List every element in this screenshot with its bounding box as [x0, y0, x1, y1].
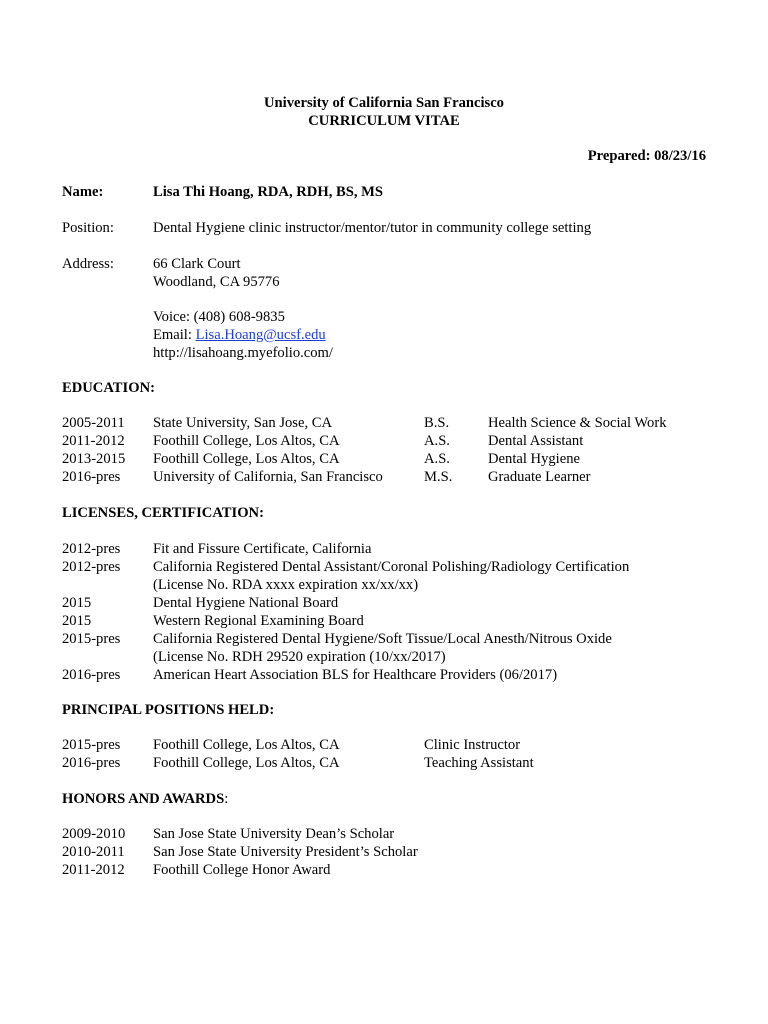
institution-title: University of California San Francisco — [264, 95, 504, 111]
position-place: Foothill College, Los Altos, CA — [153, 755, 340, 771]
license-years: 2012-pres — [62, 559, 121, 575]
education-years: 2005-2011 — [62, 415, 125, 431]
list-row — [0, 414, 768, 432]
address-row-2 — [0, 273, 768, 291]
address-row — [0, 255, 768, 273]
honor-years: 2009-2010 — [62, 826, 126, 842]
voice-row — [0, 308, 768, 326]
prepared-date: Prepared: 08/23/16 — [587, 148, 706, 164]
website-url[interactable]: http://lisahoang.myefolio.com/ — [153, 345, 333, 361]
list-row — [0, 843, 768, 861]
list-row — [0, 666, 768, 684]
email-row — [0, 326, 768, 344]
address-label: Address: — [62, 256, 114, 272]
voice-phone: Voice: (408) 608-9835 — [153, 309, 285, 325]
license-years: 2012-pres — [62, 541, 121, 557]
education-years: 2011-2012 — [62, 433, 125, 449]
education-school: Foothill College, Los Altos, CA — [153, 433, 340, 449]
positions-heading: PRINCIPAL POSITIONS HELD: — [62, 702, 275, 718]
position-place: Foothill College, Los Altos, CA — [153, 737, 340, 753]
education-school: State University, San Jose, CA — [153, 415, 333, 431]
license-years: 2016-pres — [62, 667, 121, 683]
list-row — [0, 468, 768, 486]
position-row — [0, 219, 768, 237]
position-role: Clinic Instructor — [424, 737, 521, 753]
license-text: (License No. RDA xxxx expiration xx/xx/xx) — [153, 577, 419, 593]
list-row — [0, 432, 768, 450]
address-line1: 66 Clark Court — [153, 256, 241, 272]
address-line2: Woodland, CA 95776 — [153, 274, 280, 290]
website-row — [0, 344, 768, 362]
education-field: Dental Hygiene — [488, 451, 580, 467]
license-years: 2015-pres — [62, 631, 121, 647]
license-text: (License No. RDH 29520 expiration (10/xx/2017) — [153, 649, 446, 665]
name-row — [0, 183, 768, 201]
position-years: 2016-pres — [62, 755, 121, 771]
license-text: California Registered Dental Hygiene/Soft Tissue/Local Anesth/Nitrous Oxide — [153, 631, 612, 647]
list-row — [0, 648, 768, 666]
education-degree: A.S. — [424, 433, 450, 449]
list-row — [0, 630, 768, 648]
position-years: 2015-pres — [62, 737, 121, 753]
education-school: University of California, San Francisco — [153, 469, 383, 485]
list-row — [0, 825, 768, 843]
list-row — [0, 754, 768, 772]
name-value: Lisa Thi Hoang, RDA, RDH, BS, MS — [153, 184, 384, 200]
education-field: Graduate Learner — [488, 469, 591, 485]
list-row — [0, 450, 768, 468]
list-row — [0, 594, 768, 612]
honor-years: 2011-2012 — [62, 862, 125, 878]
name-label: Name: — [62, 184, 104, 200]
education-years: 2016-pres — [62, 469, 121, 485]
list-row — [0, 861, 768, 879]
list-row — [0, 558, 768, 576]
email-link[interactable]: Lisa.Hoang@ucsf.edu — [195, 327, 326, 343]
license-text: Dental Hygiene National Board — [153, 595, 339, 611]
license-text: Western Regional Examining Board — [153, 613, 364, 629]
honor-years: 2010-2011 — [62, 844, 125, 860]
education-degree: A.S. — [424, 451, 450, 467]
position-role: Teaching Assistant — [424, 755, 534, 771]
list-row — [0, 736, 768, 754]
list-row — [0, 540, 768, 558]
education-field: Dental Assistant — [488, 433, 584, 449]
licenses-heading: LICENSES, CERTIFICATION: — [62, 505, 264, 521]
honor-text: San Jose State University Dean’s Scholar — [153, 826, 395, 842]
honors-heading-line — [62, 790, 228, 808]
honors-heading-colon: : — [224, 791, 229, 807]
license-years: 2015 — [62, 613, 92, 629]
license-text: California Registered Dental Assistant/Coronal Polishing/Radiology Certification — [153, 559, 630, 575]
honor-text: San Jose State University President’s Scholar — [153, 844, 418, 860]
education-field: Health Science & Social Work — [488, 415, 667, 431]
document-title: CURRICULUM VITAE — [308, 113, 460, 129]
list-row — [0, 612, 768, 630]
license-years: 2015 — [62, 595, 92, 611]
education-heading: EDUCATION: — [62, 380, 155, 396]
position-value: Dental Hygiene clinic instructor/mentor/tutor in community college setting — [153, 220, 592, 236]
education-years: 2013-2015 — [62, 451, 126, 467]
license-text: American Heart Association BLS for Healthcare Providers (06/2017) — [153, 667, 558, 683]
position-label: Position: — [62, 220, 114, 236]
list-row — [0, 576, 768, 594]
email-line — [153, 326, 326, 344]
honor-text: Foothill College Honor Award — [153, 862, 331, 878]
email-label: Email: — [153, 327, 196, 343]
honors-heading: HONORS AND AWARDS — [62, 791, 225, 807]
license-text: Fit and Fissure Certificate, California — [153, 541, 372, 557]
education-school: Foothill College, Los Altos, CA — [153, 451, 340, 467]
education-degree: B.S. — [424, 415, 450, 431]
education-degree: M.S. — [424, 469, 453, 485]
